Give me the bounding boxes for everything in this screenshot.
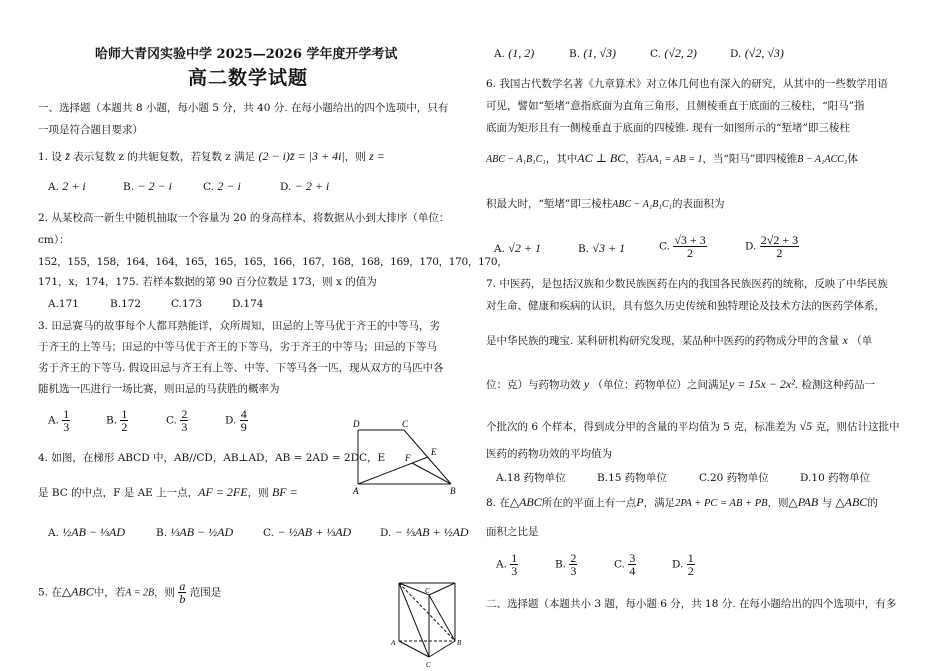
q2-line2: cm）：: [38, 234, 70, 246]
q5-option-a[interactable]: A. (1, 2): [494, 46, 535, 60]
edge-cb: [429, 641, 455, 657]
q3-line2: 于齐王的上等马；田忌的中等马优于齐王的下等马，劣于齐王的中等马；田忌的下等马: [38, 341, 437, 353]
q3-line4: 随机选一匹进行一场比赛，则田忌的马获胜的概率为: [38, 383, 280, 395]
q8-option-a[interactable]: A. $\frac{1}{3}$: [496, 551, 518, 578]
q8-option-b[interactable]: B. $\frac{2}{3}$: [555, 551, 577, 578]
q8-line1: 8. 在△ABC所在的平面上有一点P，满足2PA + PC = AB + PB，则△PAB 与 △ABC的: [486, 495, 878, 509]
segment-fb: [412, 463, 451, 484]
label-a-prism: A: [391, 639, 396, 647]
edge-ac: [399, 641, 429, 657]
q7-option-c[interactable]: C.20 药物单位: [699, 472, 769, 484]
q1-prefix: 1. 设: [38, 151, 62, 163]
edge-c1b1: [429, 583, 455, 595]
q6-line1: 6. 我国古代数学名著《九章算术》对立体几何也有深入的研究，从其中的一些数学用语: [486, 78, 888, 90]
label-c-prism: C: [426, 661, 431, 669]
q5-option-c[interactable]: C. (√2, 2): [650, 46, 697, 60]
section1-heading-line2: 一项是符合题目要求）: [38, 124, 143, 136]
q5-condition: A = 2B: [125, 587, 155, 599]
label-b: B: [450, 486, 456, 496]
q4-line2: 是 BC 的中点，F 是 AE 上一点，AF = 2FE，则 BF =: [38, 485, 298, 499]
section1-heading-line1: 一、选择题（本题共 8 小题，每小题 5 分，共 40 分. 在每小题给出的四个选项中，只有: [38, 102, 449, 114]
q5-option-d[interactable]: D. (√2, √3): [730, 46, 784, 60]
q1-option-a[interactable]: A. 2 + i: [48, 179, 86, 193]
q7-option-a[interactable]: A.18 药物单位: [496, 472, 566, 484]
section2-heading: 二、选择题（本题共小 3 题，每小题 6 分，共 18 分. 在每小题给出的四个选项中，有多: [486, 598, 897, 610]
q7-option-b[interactable]: B.15 药物单位: [597, 472, 667, 484]
q3-line1: 3. 田忌赛马的故事每个人都耳熟能详，众所周知，田忌的上等马优于齐王的中等马，劣: [38, 320, 440, 332]
q1-option-b[interactable]: B. − 2 − i: [123, 179, 172, 193]
q3-option-a[interactable]: A. $\frac{1}{3}$: [48, 407, 70, 434]
q3-line3: 劣于齐王的下等马. 假设田忌与齐王有上等、中等、下等马各一匹，现从双方的马匹中各: [38, 362, 444, 374]
q2-line1: 2. 从某校高一新生中随机抽取一个容量为 20 的身高样本，将数据从小到大排序（单位：: [38, 212, 450, 224]
q1-equation: (2 − i)z̄ = |3 + 4i|: [258, 149, 345, 163]
school-title: 哈师大青冈实验中学 2025—2026 学年度开学考试: [95, 47, 398, 62]
q6-line5: 积最大时，“堑堵”即三棱柱ABC − A₁B₁C₁的表面积为: [486, 198, 725, 210]
q1-option-d[interactable]: D. − 2 + i: [280, 179, 330, 193]
q5-ratio: $\frac{a}{b}$: [179, 579, 186, 606]
q1-z-symbol: z̄: [65, 149, 70, 163]
q6-option-d[interactable]: D. $\frac{2√2 + 3}{2}$: [745, 233, 799, 260]
q2-line4: 171，x，174，175. 若样本数据的第 90 百分位数是 173，则 x 的值为: [38, 276, 377, 288]
q3-option-b[interactable]: B. $\frac{1}{2}$: [106, 407, 128, 434]
q4-option-d[interactable]: D. − ⅓AB + ½AD: [380, 525, 469, 539]
q5-triangle: △ABC: [61, 584, 94, 599]
q2-option-d[interactable]: D.174: [232, 298, 264, 310]
q1-option-c[interactable]: C. 2 − i: [203, 179, 241, 193]
q2-line3: 152，155，158，164，164，165，165，165，166，167，168，168，169，170，170，170，: [38, 256, 508, 268]
q7-line1: 7. 中医药，是包括汉族和少数民族医药在内的我国各民族医药的统称，反映了中华民族: [486, 278, 888, 290]
label-e: E: [431, 447, 437, 457]
q7-line6: 医药的药物功效的平均值为: [486, 448, 612, 460]
label-a: A: [353, 486, 359, 496]
q6-option-a[interactable]: A. √2 + 1: [494, 241, 541, 255]
q3-option-d[interactable]: D. $\frac{4}{9}$: [225, 407, 247, 434]
q5-stem: 5. 在△ABC中，若A = 2B，则 $\frac{a}{b}$ 范围是: [38, 579, 222, 606]
q1-ask: z =: [369, 149, 385, 163]
q2-option-a[interactable]: A.171: [48, 298, 79, 310]
prism-figure: [385, 573, 465, 670]
q6-option-b[interactable]: B. √3 + 1: [578, 241, 626, 255]
q6-line2: 可见，譬如“堑堵”意指底面为直角三角形，且侧棱垂直于底面的三棱柱，“阳马”指: [486, 100, 865, 112]
q2-option-c[interactable]: C.173: [171, 298, 203, 310]
q2-option-b[interactable]: B.172: [110, 298, 142, 310]
label-b-prism: B: [457, 639, 462, 647]
q7-option-d[interactable]: D.10 药物单位: [800, 472, 871, 484]
q8-option-c[interactable]: C. $\frac{3}{4}$: [614, 551, 636, 578]
label-f: F: [405, 453, 411, 463]
q7-line5: 个批次的 6 个样本，得到成分甲的含量的平均值为 5 克，标准差为 √5 克，则估计这批中: [486, 419, 900, 433]
q6-option-c[interactable]: C. $\frac{√3 + 3}{2}$: [659, 233, 706, 260]
q4-option-a[interactable]: A. ½AB − ⅓AD: [48, 525, 126, 539]
q4-condition: AF = 2FE: [198, 485, 248, 499]
q3-option-c[interactable]: C. $\frac{2}{3}$: [166, 407, 188, 434]
exam-title: 高二数学试题: [188, 67, 309, 89]
q7-line4: 位：克）与药物功效 y （单位：药物单位）之间满足y = 15x − 2x². 检测这种药品一: [486, 377, 875, 391]
label-d: D: [353, 419, 360, 429]
diag-c1b: [429, 595, 455, 641]
q8-line2: 面积之比是: [486, 526, 539, 538]
q1-stem: [38, 150, 385, 164]
q4-line1: 4. 如图，在梯形 ABCD 中，AB//CD，AB⊥AD，AB = 2AD = 2DC，E: [38, 452, 386, 464]
q4-option-b[interactable]: B. ⅓AB − ½AD: [156, 525, 234, 539]
q4-ask: BF =: [271, 485, 298, 499]
q1-suffix: ，则: [344, 151, 366, 163]
q6-line4: ABC − A₁B₁C₁，其中AC ⊥ BC，若AA₁ = AB = 1，当“阳马”即四棱锥B − A₁ACC₁体: [486, 151, 858, 165]
q7-line2: 对生命、健康和疾病的认识，具有悠久历史传统和独特理论及技术方法的医药学体系，: [486, 300, 885, 312]
q4-option-c[interactable]: C. − ½AB + ⅓AD: [263, 525, 352, 539]
q5-option-b[interactable]: B. (1, √3): [569, 46, 616, 60]
label-c1: C: [425, 587, 430, 595]
label-c: C: [402, 419, 409, 429]
q7-line3: 是中华民族的瑰宝. 某科研机构研究发现，某品种中医药的药物成分甲的含量 x （单: [486, 333, 873, 347]
q8-option-d[interactable]: D. $\frac{1}{2}$: [672, 551, 694, 578]
q1-mid: 表示复数 z 的共轭复数，若复数 z 满足: [73, 151, 256, 163]
q6-line3: 底面为矩形且有一侧棱垂直于底面的四棱锥. 现有一如图所示的“堑堵”即三棱柱: [486, 122, 850, 134]
